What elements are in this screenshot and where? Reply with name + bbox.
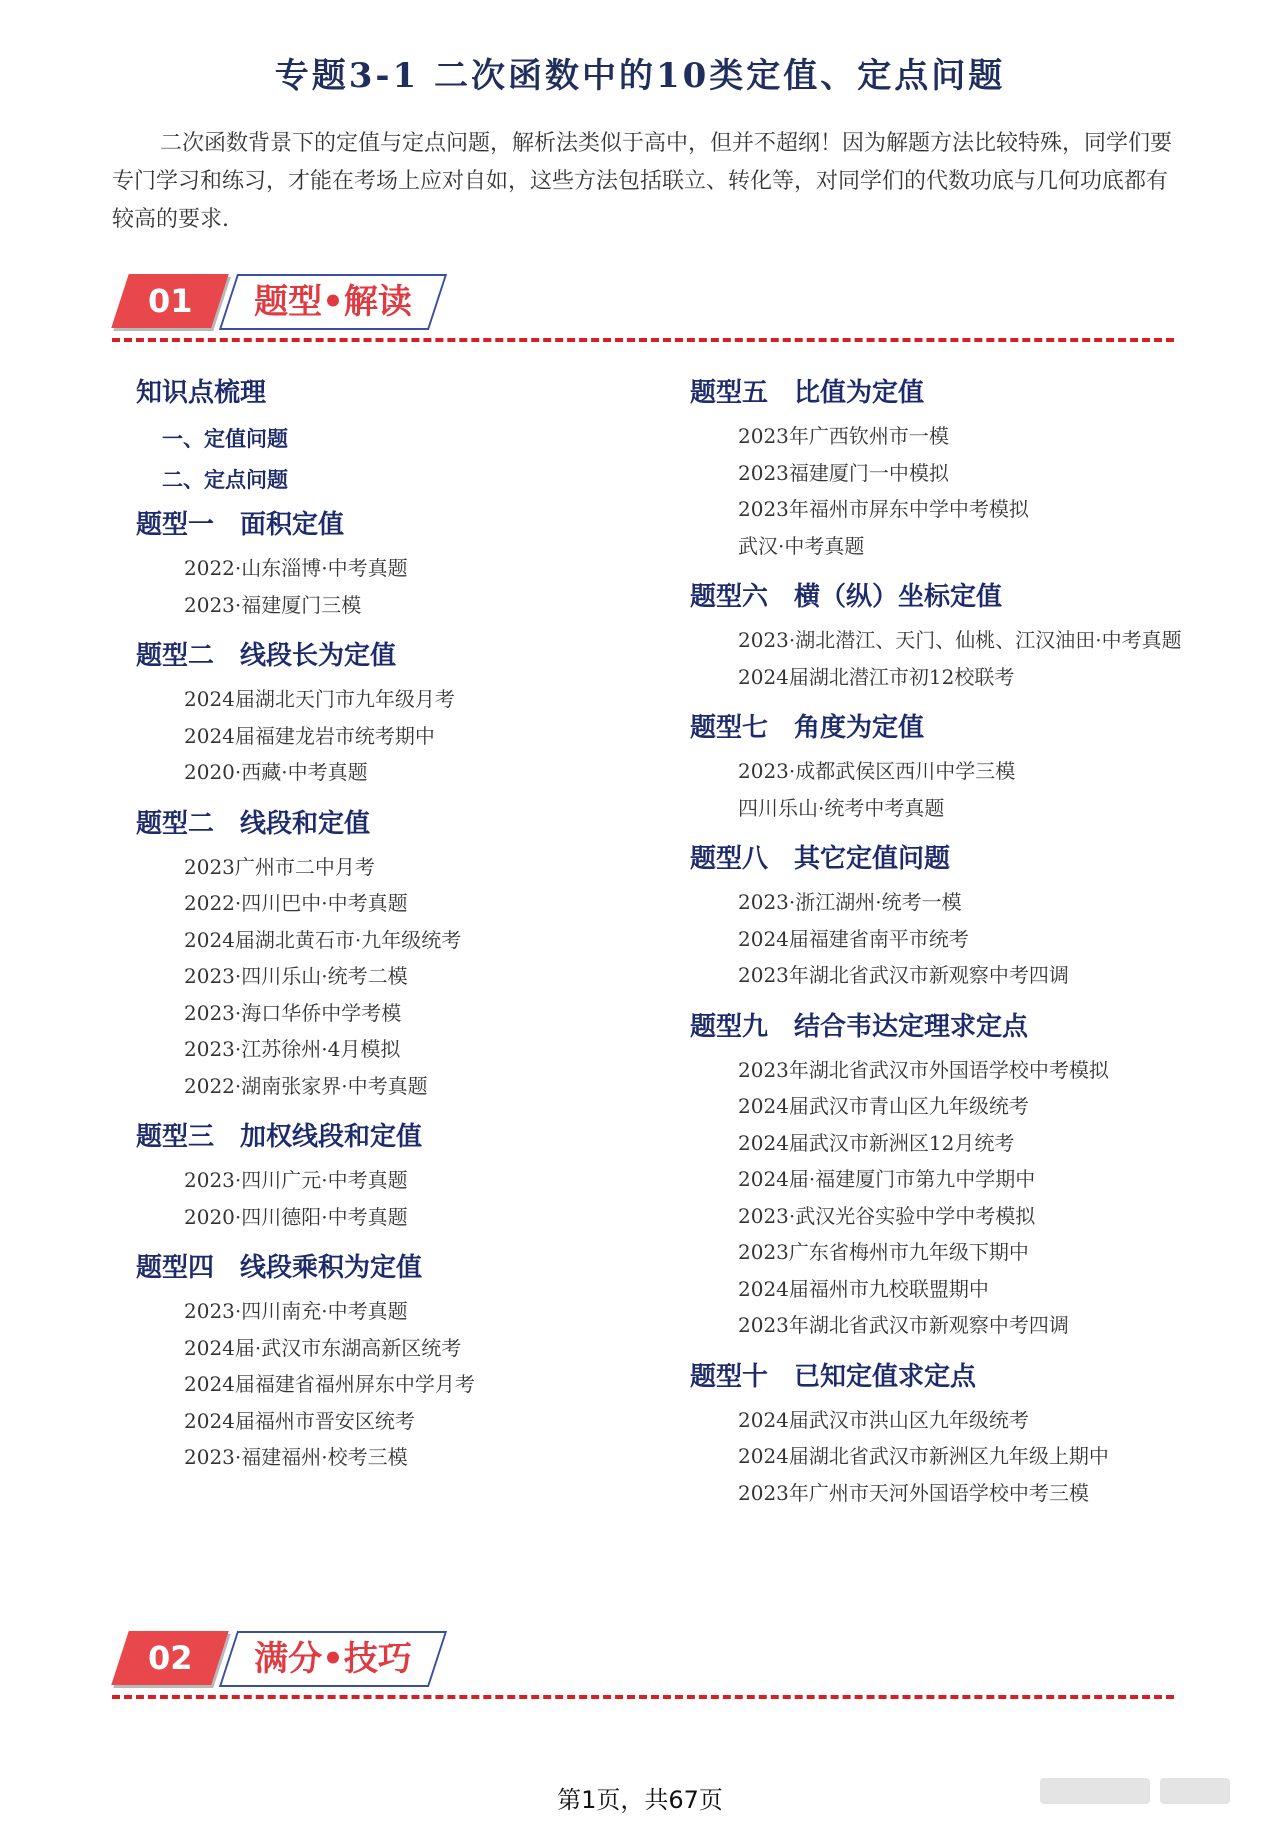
- question-type-group: [690, 834, 1210, 994]
- question-type-group: [136, 631, 656, 791]
- question-type-group: [690, 1352, 1210, 1512]
- question-type-group: [136, 500, 656, 623]
- question-type-group: [136, 799, 656, 1105]
- source-item: 2020·四川德阳·中考真题: [184, 1204, 408, 1229]
- question-type-group: [690, 368, 1210, 564]
- source-item: 2024届湖北黄石市·九年级统考: [184, 927, 462, 952]
- source-item: 武汉·中考真题: [738, 533, 865, 558]
- question-type-group: [690, 703, 1210, 826]
- source-item: 2024届·武汉市东湖高新区统考: [184, 1335, 462, 1360]
- source-item: 2023·四川广元·中考真题: [184, 1168, 408, 1192]
- question-type-heading: 题型八 其它定值问题: [690, 844, 951, 874]
- source-item: 2024届湖北省武汉市新洲区九年级上期中: [738, 1444, 1109, 1468]
- section-banner-01: [112, 270, 452, 332]
- source-item: 2023年湖北省武汉市新观察中考四调: [738, 1313, 1069, 1337]
- source-item: 2024届福建省南平市统考: [738, 926, 969, 951]
- question-type-heading: 题型十 已知定值求定点: [690, 1361, 977, 1392]
- source-item: 2024届福建省福州屏东中学月考: [184, 1372, 475, 1396]
- question-type-group: [690, 572, 1210, 695]
- question-type-heading: 题型四 线段乘积为定值: [136, 1253, 423, 1283]
- section-name-box: 满分•技巧: [219, 1631, 447, 1687]
- toolbar-placeholder: [1160, 1778, 1230, 1804]
- source-item: 2023年福州市屏东中学中考模拟: [738, 497, 1029, 521]
- page-title: 专题3-1 二次函数中的10类定值、定点问题: [274, 56, 1006, 96]
- page-footer: 第1页，共67页: [557, 1786, 723, 1814]
- question-type-heading: 题型七 角度为定值: [690, 713, 925, 743]
- toolbar-placeholder: [1040, 1778, 1150, 1804]
- knowledge-item: 二、定点问题: [162, 467, 288, 492]
- section-divider: [112, 1695, 1174, 1699]
- source-item: 2024届·福建厦门市第九中学期中: [738, 1167, 1036, 1191]
- question-type-heading: 题型六 横（纵）坐标定值: [690, 582, 1003, 612]
- source-item: 2023·武汉光谷实验中学中考模拟: [738, 1203, 1036, 1228]
- source-item: 2024届武汉市洪山区九年级统考: [738, 1407, 1029, 1432]
- source-item: 2024届武汉市青山区九年级统考: [738, 1094, 1029, 1118]
- source-item: 2023·海口华侨中学考模: [184, 1000, 402, 1025]
- source-item: 四川乐山·统考中考真题: [738, 795, 945, 820]
- source-item: 2022·山东淄博·中考真题: [184, 556, 408, 580]
- question-type-heading: 题型五 比值为定值: [690, 378, 925, 408]
- section-divider: [112, 338, 1174, 342]
- source-item: 2023广东省梅州市九年级下期中: [738, 1240, 1029, 1264]
- source-item: 2023年广州市天河外国语学校中考三模: [738, 1480, 1089, 1505]
- viewer-toolbar: [1040, 1776, 1260, 1806]
- source-item: 2024届湖北潜江市初12校联考: [738, 664, 1015, 689]
- source-item: 2023·浙江湖州·统考一模: [738, 890, 962, 914]
- section-number-badge: 01: [111, 274, 229, 328]
- source-item: 2023年湖北省武汉市新观察中考四调: [738, 963, 1069, 987]
- source-item: 2024届福州市晋安区统考: [184, 1408, 415, 1433]
- source-item: 2023年湖北省武汉市外国语学校中考模拟: [738, 1057, 1109, 1082]
- section-name-box: 题型•解读: [219, 274, 447, 330]
- source-item: 2024届福建龙岩市统考期中: [184, 723, 435, 748]
- question-type-heading: 题型三 加权线段和定值: [136, 1122, 423, 1152]
- source-item: 2024届福州市九校联盟期中: [738, 1276, 989, 1301]
- source-item: 2022·湖南张家界·中考真题: [184, 1073, 428, 1098]
- source-item: 2023·四川南充·中考真题: [184, 1299, 408, 1323]
- knowledge-heading: 知识点梳理: [136, 378, 267, 408]
- source-item: 2023·湖北潜江、天门、仙桃、江汉油田·中考真题: [738, 628, 1182, 652]
- intro-paragraph: 二次函数背景下的定值与定点问题，解析法类似于高中，但并不超纲！因为解题方法比较特殊，同学们要专门学习和练习，才能在考场上应对自如，这些方法包括联立、转化等，对同学们的代数功底与几何功底都有较高的要求.: [112, 131, 1173, 232]
- source-item: 2020·西藏·中考真题: [184, 760, 368, 784]
- source-item: 2023广州市二中月考: [184, 854, 375, 879]
- section-number-badge: 02: [111, 1631, 229, 1685]
- question-type-heading: 题型二 线段长为定值: [136, 641, 397, 671]
- question-type-heading: 题型九 结合韦达定理求定点: [690, 1011, 1029, 1042]
- source-item: 2023·成都武侯区西川中学三模: [738, 759, 1016, 783]
- source-item: 2022·四川巴中·中考真题: [184, 891, 408, 915]
- source-item: 2023·福建福州·校考三模: [184, 1445, 408, 1469]
- source-item: 2023·江苏徐州·4月模拟: [184, 1037, 401, 1061]
- source-item: 2023·四川乐山·统考二模: [184, 964, 408, 988]
- source-item: 2023福建厦门一中模拟: [738, 460, 949, 485]
- source-item: 2023年广西钦州市一模: [738, 424, 949, 448]
- left-column: [136, 368, 656, 1484]
- question-type-heading: 题型一 面积定值: [136, 510, 345, 540]
- question-type-heading: 题型二 线段和定值: [136, 808, 371, 839]
- section-banner-02: [112, 1627, 452, 1689]
- knowledge-item: 一、定值问题: [162, 426, 288, 451]
- right-column: [690, 368, 1210, 1519]
- question-type-group: [690, 1002, 1210, 1344]
- source-item: 2024届湖北天门市九年级月考: [184, 687, 455, 711]
- question-type-group: [136, 1112, 656, 1235]
- source-item: 2023·福建厦门三模: [184, 592, 362, 617]
- source-item: 2024届武汉市新洲区12月统考: [738, 1130, 1015, 1155]
- question-type-group: [136, 1243, 656, 1476]
